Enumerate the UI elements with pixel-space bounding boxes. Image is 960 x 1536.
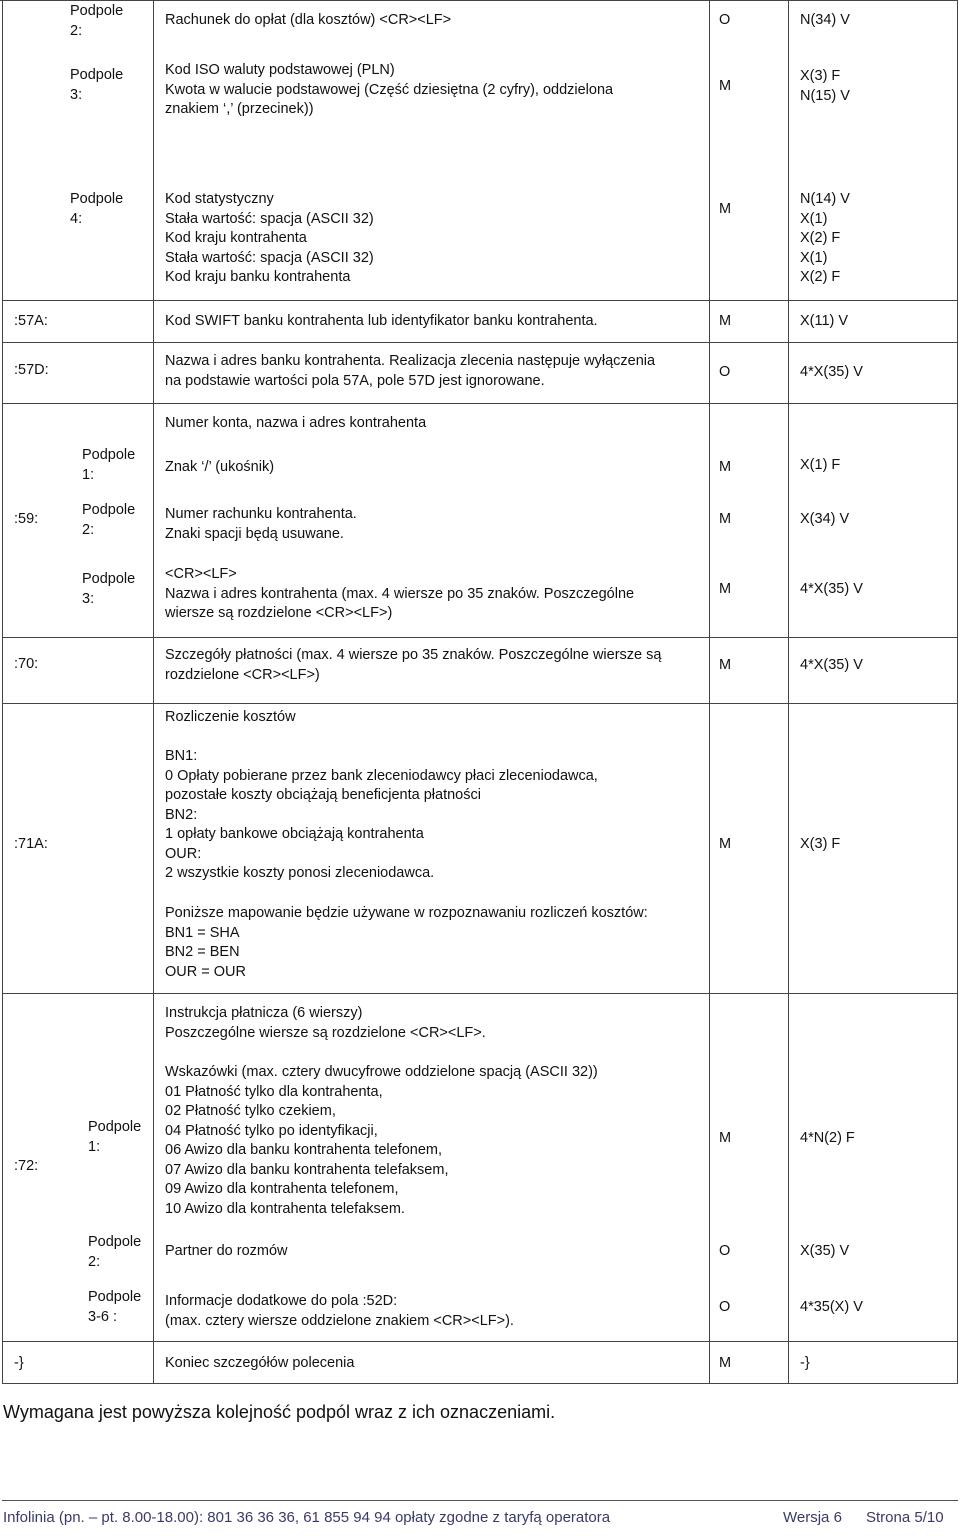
table-rule: [2, 1383, 958, 1384]
field-description: Numer rachunku kontrahenta. Znaki spacji będą usuwane.: [165, 506, 357, 542]
table-rule: [2, 300, 958, 301]
status-code: M: [719, 78, 732, 94]
field-description: Nazwa i adres banku kontrahenta. Realizacja zlecenia następuje wyłączenia na podstawie wartości pola 57A, pole 57D jest ignorowane.: [165, 353, 656, 389]
subfield-label: Podpole 3:: [70, 67, 124, 103]
status-code: O: [719, 364, 731, 380]
status-code: M: [719, 511, 732, 527]
field-tag: :70:: [14, 656, 39, 672]
subfield-label: Podpole 3-6 :: [88, 1289, 142, 1325]
status-code: M: [719, 657, 732, 673]
format-spec: X(3) F N(15) V: [800, 68, 850, 104]
status-code: M: [719, 836, 732, 852]
footer-page-number: Strona 5/10: [866, 1509, 944, 1526]
format-spec: X(3) F: [800, 836, 841, 852]
field-description: Kod ISO waluty podstawowej (PLN) Kwota w walucie podstawowej (Część dziesiętna (2 cyfry), oddzielona znakiem ‘,’ (przecinek)): [165, 62, 614, 117]
subfield-label: Podpole 4:: [70, 191, 124, 227]
table-column-divider: [709, 0, 710, 1384]
format-spec: N(34) V: [800, 12, 850, 28]
field-title: Numer konta, nazwa i adres kontrahenta: [165, 415, 427, 431]
format-spec: X(35) V: [800, 1243, 850, 1259]
table-column-divider: [153, 0, 154, 1384]
field-tag: :72:: [14, 1158, 39, 1174]
field-description: Wskazówki (max. cztery dwucyfrowe oddzielone spacją (ASCII 32)) 01 Płatność tylko dla kontrahenta, 02 Płatność tylko czekiem, 04 Płatność tylko po identyfikacji, 06 Awizo dla banku kontrahenta telefonem, 07 Awizo dla banku kontrahenta telefaksem, 09 Awizo dla kontrahenta telefonem, 10 Awizo dla kontrahenta telefaksem.: [165, 1064, 598, 1217]
status-code: M: [719, 313, 732, 329]
status-code: M: [719, 1130, 732, 1146]
field-description: Znak ‘/’ (ukośnik): [165, 459, 275, 475]
subfield-label: Podpole 3:: [82, 571, 136, 607]
field-description: Kod SWIFT banku kontrahenta lub identyfikator banku kontrahenta.: [165, 313, 598, 329]
field-description: Szczegóły płatności (max. 4 wiersze po 35 znaków. Poszczególne wiersze są rozdzielone <CR><LF>): [165, 647, 662, 683]
table-rule: [2, 703, 958, 704]
table-left-border: [2, 0, 3, 1384]
table-rule: [2, 993, 958, 994]
footer-version: Wersja 6: [783, 1509, 842, 1526]
subfield-label: Podpole 1:: [82, 447, 136, 483]
footer-divider: [2, 1500, 958, 1501]
format-spec: N(14) V X(1) X(2) F X(1) X(2) F: [800, 191, 850, 285]
format-spec: 4*X(35) V: [800, 364, 863, 380]
field-tag: -}: [14, 1355, 24, 1371]
format-spec: 4*35(X) V: [800, 1299, 863, 1315]
format-spec: 4*X(35) V: [800, 581, 863, 597]
field-tag: :57A:: [14, 313, 48, 329]
field-title: Rozliczenie kosztów: [165, 709, 296, 725]
table-column-divider: [788, 0, 789, 1384]
order-note: Wymagana jest powyższa kolejność podpól wraz z ich oznaczeniami.: [3, 1402, 556, 1422]
format-spec: X(11) V: [800, 313, 849, 329]
footer-hotline: Infolinia (pn. – pt. 8.00-18.00): 801 36 36 36, 61 855 94 94 opłaty zgodne z taryfą operatora: [3, 1509, 611, 1526]
field-description: <CR><LF> Nazwa i adres kontrahenta (max. 4 wiersze po 35 znaków. Poszczególne wiersze są rozdzielone <CR><LF>): [165, 566, 635, 621]
table-rule: [2, 637, 958, 638]
status-code: O: [719, 12, 731, 28]
cost-mapping: Poniższe mapowanie będzie używane w rozpoznawaniu rozliczeń kosztów: BN1 = SHA BN2 = BEN OUR = OUR: [165, 905, 648, 980]
status-code: M: [719, 1355, 732, 1371]
field-description: Partner do rozmów: [165, 1243, 288, 1259]
format-spec: X(34) V: [800, 511, 850, 527]
subfield-label: Podpole 1:: [88, 1119, 142, 1155]
status-code: O: [719, 1299, 731, 1315]
field-tag: :57D:: [14, 362, 49, 378]
subfield-label: Podpole 2:: [82, 502, 136, 538]
format-spec: -}: [800, 1355, 810, 1371]
field-description: Rachunek do opłat (dla kosztów) <CR><LF>: [165, 12, 452, 28]
status-code: M: [719, 459, 732, 475]
status-code: M: [719, 201, 732, 217]
field-tag: :59:: [14, 511, 39, 527]
field-description: Koniec szczegółów polecenia: [165, 1355, 355, 1371]
field-description: Informacje dodatkowe do pola :52D: (max. cztery wiersze oddzielone znakiem <CR><LF>).: [165, 1293, 514, 1329]
field-title: Instrukcja płatnicza (6 wierszy) Poszczególne wiersze są rozdzielone <CR><LF>.: [165, 1005, 486, 1041]
format-spec: 4*X(35) V: [800, 657, 863, 673]
field-tag: :71A:: [14, 836, 48, 852]
status-code: O: [719, 1243, 731, 1259]
subfield-label: Podpole 2:: [88, 1234, 142, 1270]
table-rule: [2, 1341, 958, 1342]
table-rule: [2, 342, 958, 343]
subfield-label: Podpole 2:: [70, 3, 124, 39]
table-rule: [2, 403, 958, 404]
format-spec: 4*N(2) F: [800, 1130, 855, 1146]
field-description: BN1: 0 Opłaty pobierane przez bank zleceniodawcy płaci zleceniodawca, pozostałe koszty obciążają beneficjenta płatności BN2: 1 opłaty bankowe obciążają kontrahenta OUR: 2 wszystkie koszty ponosi zleceniodawca.: [165, 748, 598, 881]
table-rule: [0, 0, 958, 1]
field-description: Kod statystyczny Stała wartość: spacja (ASCII 32) Kod kraju kontrahenta Stała wartość: spacja (ASCII 32) Kod kraju banku kontrahenta: [165, 191, 374, 285]
table-right-border: [957, 0, 958, 1384]
status-code: M: [719, 581, 732, 597]
format-spec: X(1) F: [800, 457, 841, 473]
